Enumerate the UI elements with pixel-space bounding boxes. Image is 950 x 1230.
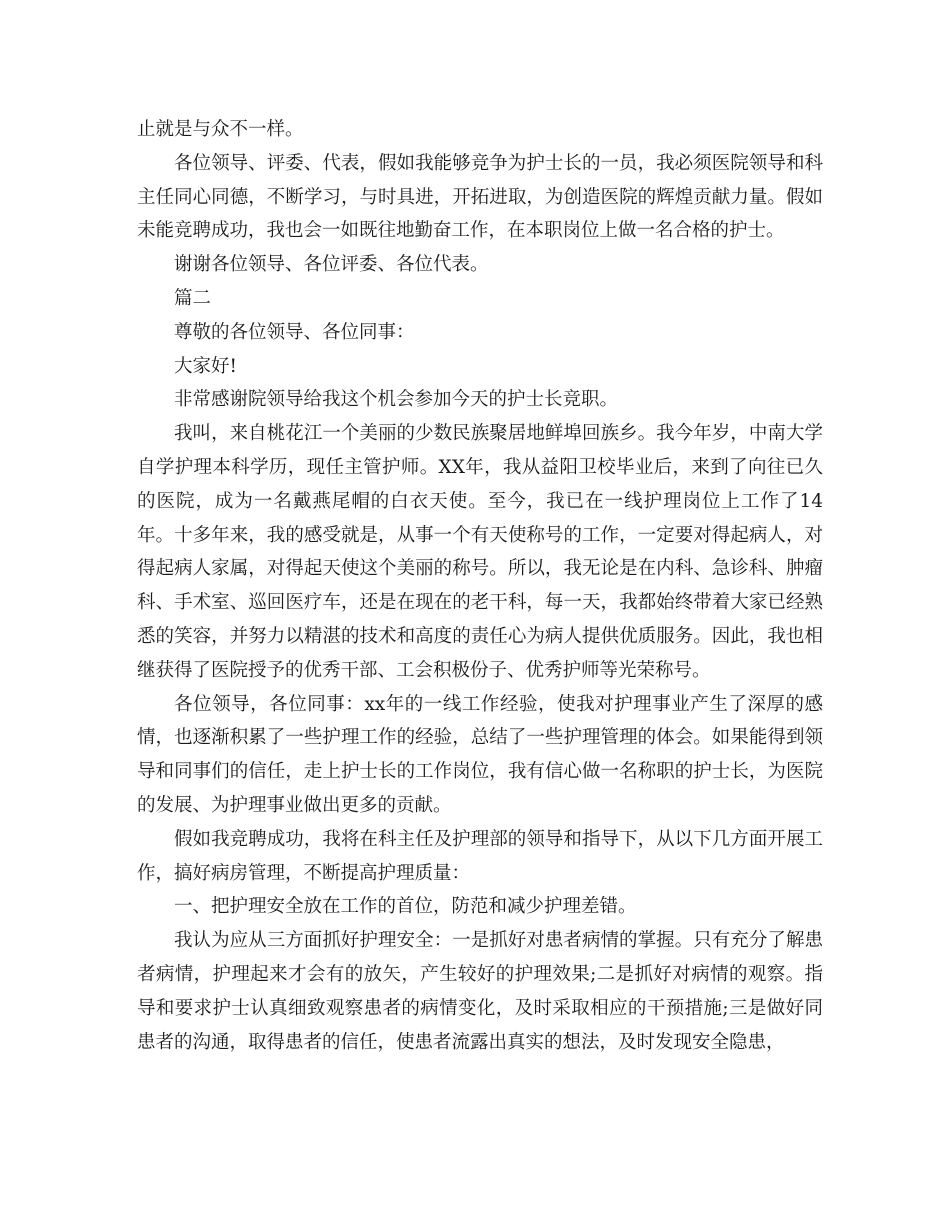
document-body <box>137 113 823 1059</box>
paragraph-10: 假如我竞聘成功，我将在科主任及护理部的领导和指导下，从以下几方面开展工作，搞好病房管理，不断提高护理质量： <box>137 828 823 884</box>
paragraph-12: 我认为应从三方面抓好护理安全：一是抓好对患者病情的掌握。只有充分了解患者病情，护理起来才会有的放矢，产生较好的护理效果;二是抓好对病情的观察。指导和要求护士认真细致观察患者的病情变化，及时采取相应的干预措施;三是做好同患者的沟通，取得患者的信任，使患者流露出真实的想法，及时发现安全隐患， <box>137 930 823 1053</box>
paragraph-7: 非常感谢院领导给我这个机会参加今天的护士长竞职。 <box>174 389 619 411</box>
paragraph-9: 各位领导，各位同事：xx年的一线工作经验，使我对护理事业产生了深厚的感情，也逐渐积累了一些护理工作的经验，总结了一些护理管理的体会。如果能得到领导和同事们的信任，走上护士长的工作岗位，我有信心做一名称职的护士长，为医院的发展、为护理事业做出更多的贡献。 <box>137 693 823 816</box>
salutation: 尊敬的各位领导、各位同事： <box>174 321 415 343</box>
section-heading: 篇二 <box>174 287 212 309</box>
paragraph-8: 我叫，来自桃花江一个美丽的少数民族聚居地鲜埠回族乡。我今年岁，中南大学自学护理本科学历，现任主管护师。XX年，我从益阳卫校毕业后，来到了向往已久的医院，成为一名戴燕尾帽的白衣天使。至今，我已在一线护理岗位上工作了14年。十多年来，我的感受就是，从事一个有天使称号的工作，一定要对得起病人，对得起病人家属，对得起天使这个美丽的称号。所以，我无论是在内科、急诊科、肿瘤科、手术室、巡回医疗车，还是在现在的老干科，每一天，我都始终带着大家已经熟悉的笑容，并努力以精湛的技术和高度的责任心为病人提供优质服务。因此，我也相继获得了医院授予的优秀干部、工会积极份子、优秀护师等光荣称号。 <box>137 423 823 681</box>
greeting: 大家好! <box>174 355 237 377</box>
paragraph-3: 谢谢各位领导、各位评委、各位代表。 <box>174 254 489 276</box>
paragraph-1: 止就是与众不一样。 <box>137 119 304 140</box>
paragraph-11: 一、把护理安全放在工作的首位，防范和减少护理差错。 <box>174 896 637 918</box>
paragraph-2: 各位领导、评委、代表，假如我能够竞争为护士长的一员，我必须医院领导和科主任同心同德，不断学习，与时具进，开拓进取，为创造医院的辉煌贡献力量。假如未能竞聘成功，我也会一如既往地勤奋工作，在本职岗位上做一名合格的护士。 <box>137 152 823 242</box>
